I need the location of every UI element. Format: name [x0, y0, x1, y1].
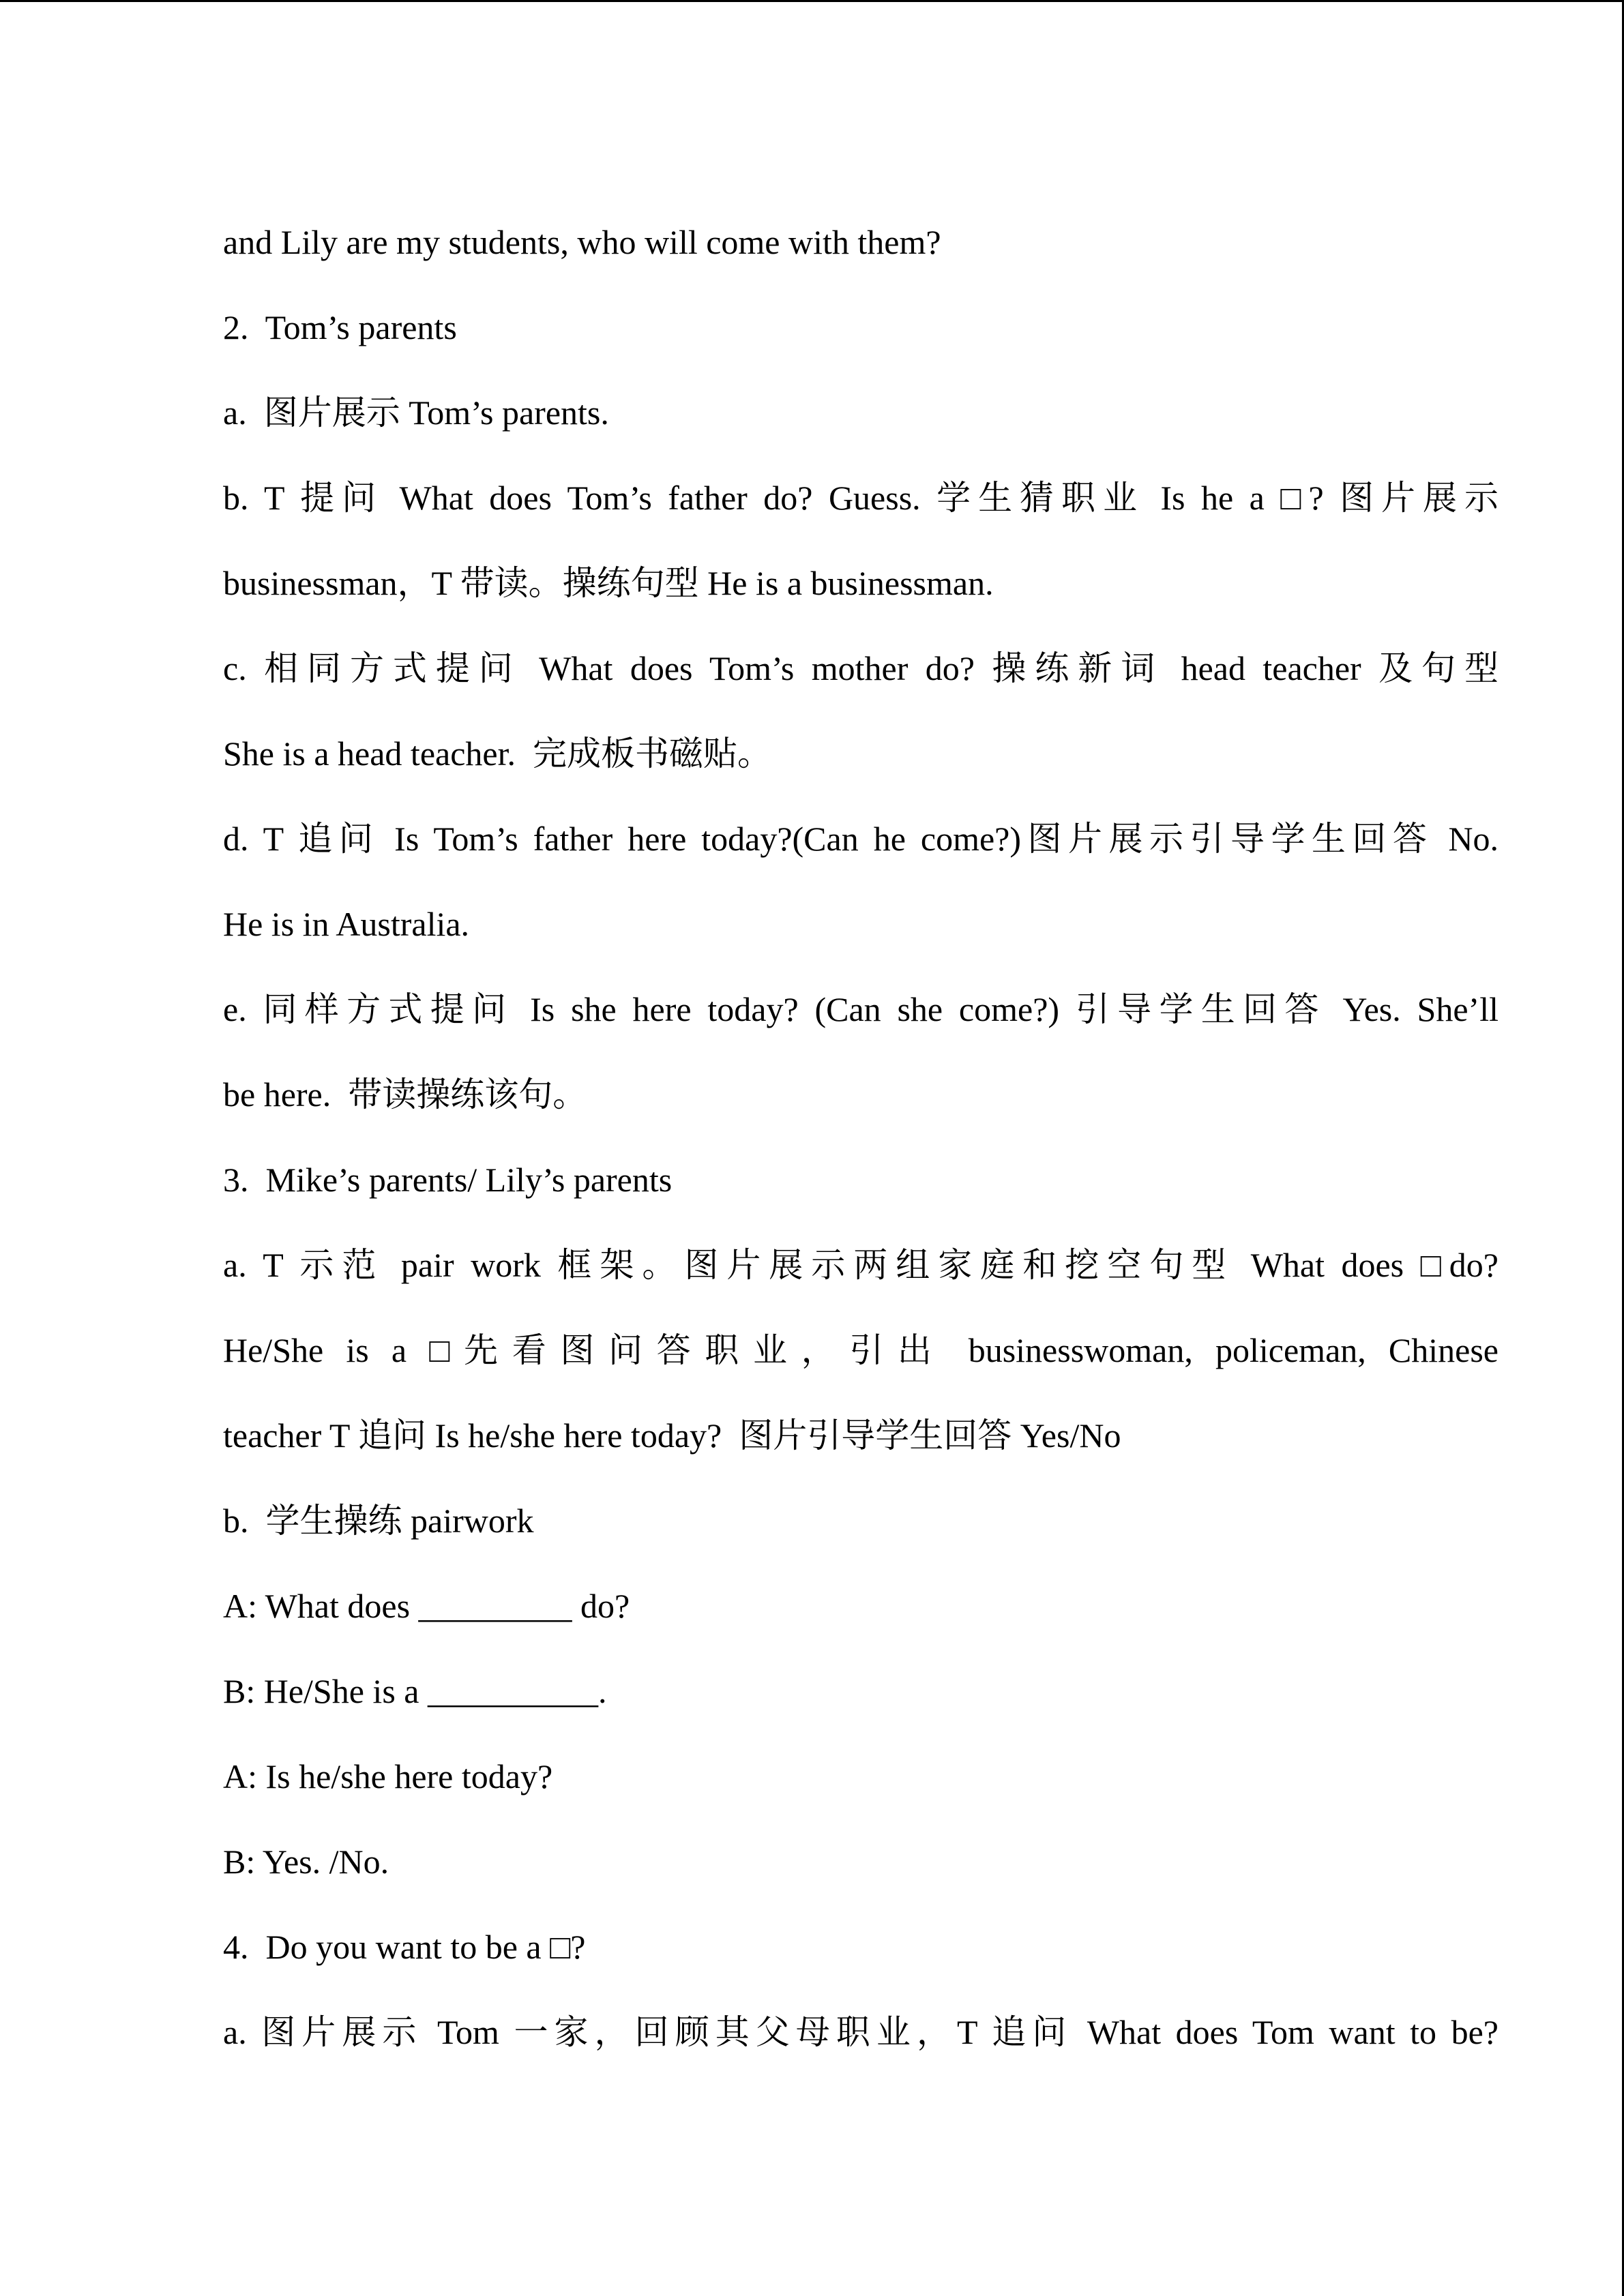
heading-toms-parents: 2. Tom’s parents [223, 308, 457, 346]
document-body [223, 208, 1498, 2083]
heading-mike-lily-parents: 3. Mike’s parents/ Lily’s parents [223, 1161, 673, 1199]
text-line-1: and Lily are my students, who will come with them? [223, 223, 941, 261]
text-line-15: teacher T 追问 Is he/she here today? 图片引导学生回答 Yes/No [223, 1416, 1121, 1455]
heading-want-to-be: 4. Do you want to be a □? [223, 1928, 586, 1966]
dialogue-line-a2: A: Is he/she here today? [223, 1757, 553, 1795]
text-line-4: b. T 提问 What does Tom’s father do? Guess. 学生猜职业 Is he a □? 图片展示 [223, 479, 1498, 517]
text-line-22: a. 图片展示 Tom 一家，回顾其父母职业，T 追问 What does Tom want to be? [223, 2013, 1498, 2051]
text-line-9: He is in Australia. [223, 905, 470, 943]
text-line-3: a. 图片展示 Tom’s parents. [223, 393, 609, 432]
text-line-7: She is a head teacher. 完成板书磁贴。 [223, 734, 771, 773]
text-line-10: e. 同样方式提问 Is she here today? (Can she come?) 引导学生回答 Yes. She’ll [223, 990, 1498, 1028]
dialogue-line-b1: B: He/She is a __________. [223, 1672, 607, 1710]
text-line-16: b. 学生操练 pairwork [223, 1502, 534, 1540]
text-line-13: a. T 示范 pair work 框架。图片展示两组家庭和挖空句型 What does □do? [223, 1246, 1498, 1284]
dialogue-line-b2: B: Yes. /No. [223, 1843, 389, 1881]
dialogue-line-a1: A: What does _________ do? [223, 1587, 630, 1625]
text-line-14: He/She is a □先看图问答职业，引出 businesswoman, policeman, Chinese [223, 1331, 1498, 1369]
text-line-8: d. T 追问 Is Tom’s father here today?(Can he come?)图片展示引导学生回答 No. [223, 820, 1498, 858]
text-line-11: be here. 带读操练该句。 [223, 1075, 587, 1114]
text-line-6: c. 相同方式提问 What does Tom’s mother do? 操练新词 head teacher 及句型 [223, 649, 1498, 687]
text-line-5: businessman，T 带读。操练句型 He is a businessman. [223, 564, 994, 602]
